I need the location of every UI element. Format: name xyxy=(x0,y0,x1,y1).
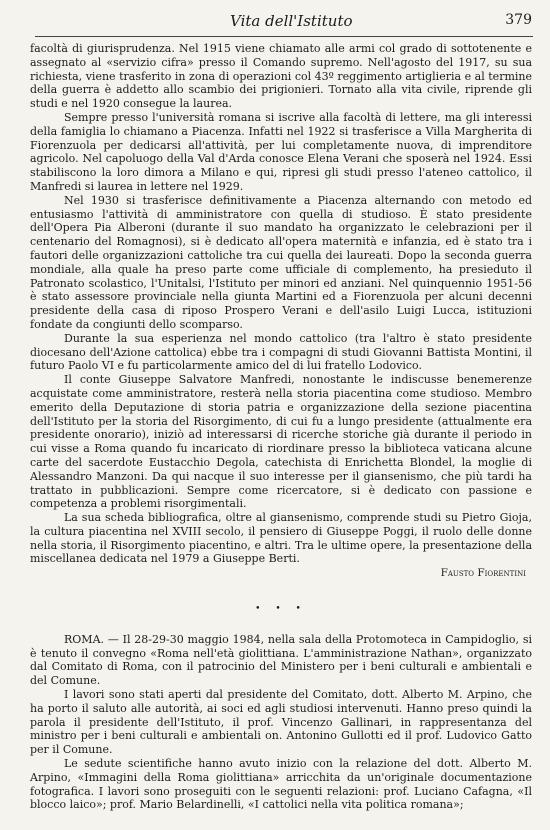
running-header xyxy=(0,10,550,36)
paragraph: La sua scheda bibliografica, oltre al giansenismo, comprende studi su Pietro Gioja, la cultura piacentina nel XVIII secolo, il pensiero di Giuseppe Poggi, il ruolo delle donne nella storia, il Risorgimento piacentino, e altri. Tra le ultime opere, la presentazione della miscellanea dedicata nel 1979 a Giuseppe Berti. xyxy=(30,511,532,566)
paragraph: Sempre presso l'università romana si iscrive alla facoltà di lettere, ma gli interessi della famiglia lo chiamano a Piacenza. Infatti nel 1922 si trasferisce a Villa Margherita di Fiorenzuola per dedicarsi all'attività, per lui completamente nuova, di imprenditore agricolo. Nel capoluogo della Val d'Arda conosce Elena Verani che sposerà nel 1924. Essi stabiliscono la loro dimora a Milano e qui, ripresi gli studi presso l'ateneo cattolico, il Manfredi si laurea in lettere nel 1929. xyxy=(30,110,532,193)
paragraph: ROMA. — Il 28-29-30 maggio 1984, nella sala della Protomoteca in Campidoglio, si è tenuto il convegno «Roma nell'età giolittiana. L'amministrazione Nathan», organizzato dal Comitato di Roma, con il patrocinio del Ministero per i beni culturali e ambientali e del Comune. xyxy=(30,632,532,688)
paragraph: Le sedute scientifiche hanno avuto inizio con la relazione del dott. Alberto M. Arpino, «Immagini della Roma giolittiana» arricchita da un'originale documentazione fotografica. I lavori sono proseguiti con le seguenti relazioni: prof. Luciano Cafagna, «Il blocco laico»; prof. Mario Belardinelli, «I cattolici nella vita politica romana»; xyxy=(30,757,532,812)
article-body xyxy=(30,42,532,812)
paragraph: Il conte Giuseppe Salvatore Manfredi, nonostante le indiscusse benemerenze acquistate come amministratore, resterà nella storia piacentina come studioso. Membro emerito della Deputazione di storia patria e organizzazione della sezione piacentina dell'Istituto per la storia del Risorgimento, di cui fu a lungo presidente (attualmente era presidente onorario), iniziò ad interessarsi di ricerche storiche già durante il periodo in cui visse a Roma quando fu incaricato di riordinare presso la biblioteca vaticana alcune carte del sacerdote Eustacchio Degola, catechista di Enrichetta Blondel, la moglie di Alessandro Manzoni. Da qui nacque il suo interesse per il giansenismo, che più tardi ha trattato in pubblicazioni. Sempre come ricercatore, si è dedicato con passione e competenza a problemi risorgimentali. xyxy=(30,373,532,511)
page-number: 379 xyxy=(505,12,532,28)
paragraph: I lavori sono stati aperti dal presidente del Comitato, dott. Alberto M. Arpino, che ha porto il saluto alle autorità, ai soci ed agli studiosi intervenuti. Hanno preso quindi la parola il presidente dell'Istituto, il prof. Vincenzo Gallinari, in rappresentanza del ministro per i beni culturali e ambientali on. Antonino Gullotti ed il prof. Ludovico Gatto per il Comune. xyxy=(30,688,532,757)
paragraph: facoltà di giurisprudenza. Nel 1915 viene chiamato alle armi col grado di sottotenente e assegnato al «servizio cifra» presso il Comando supremo. Nell'agosto del 1917, su sua richiesta, viene trasferito in zona di operazioni col 43º reggimento artiglieria e al termine della guerra è addetto allo scambio dei prigionieri. Tornato alla vita civile, riprende gli studi e nel 1920 consegue la laurea. xyxy=(30,42,532,111)
section-separator: • • • xyxy=(255,604,307,615)
header-rule xyxy=(35,36,533,37)
paragraph: Nel 1930 si trasferisce definitivamente a Piacenza alternando con metodo ed entusiasmo l'attività di amministratore con quella di studioso. È stato presidente dell'Opera Pia Alberoni (durante il suo mandato ha organizzato le celebrazioni per il centenario del Romagnosi), si è dedicato all'opera maternità e infanzia, ed è stato tra i fautori delle organizzazioni cattoliche tra cui quella dei laureati. Dopo la seconda guerra mondiale, alla quale ha preso parte come ufficiale di complemento, ha presieduto il Patronato scolastico, l'Unitalsi, l'Istituto per minori ed anziani. Nel quinquennio 1951-56 è stato assessore provinciale nella giunta Martini ed a Fiorenzuola per alcuni decenni presidente della casa di riposo Prospero Verani e dell'asilo Luigi Lucca, istituzioni fondate da congiunti dello scomparso. xyxy=(30,193,532,331)
author-signature: Fausto Fiorentini xyxy=(440,567,526,580)
running-title: Vita dell'Istituto xyxy=(230,12,353,30)
paragraph: Durante la sua esperienza nel mondo cattolico (tra l'altro è stato presidente diocesano dell'Azione cattolica) ebbe tra i compagni di studi Giovanni Battista Montini, il futuro Paolo VI e fu particolarmente amico del di lui fratello Lodovico. xyxy=(30,331,532,373)
